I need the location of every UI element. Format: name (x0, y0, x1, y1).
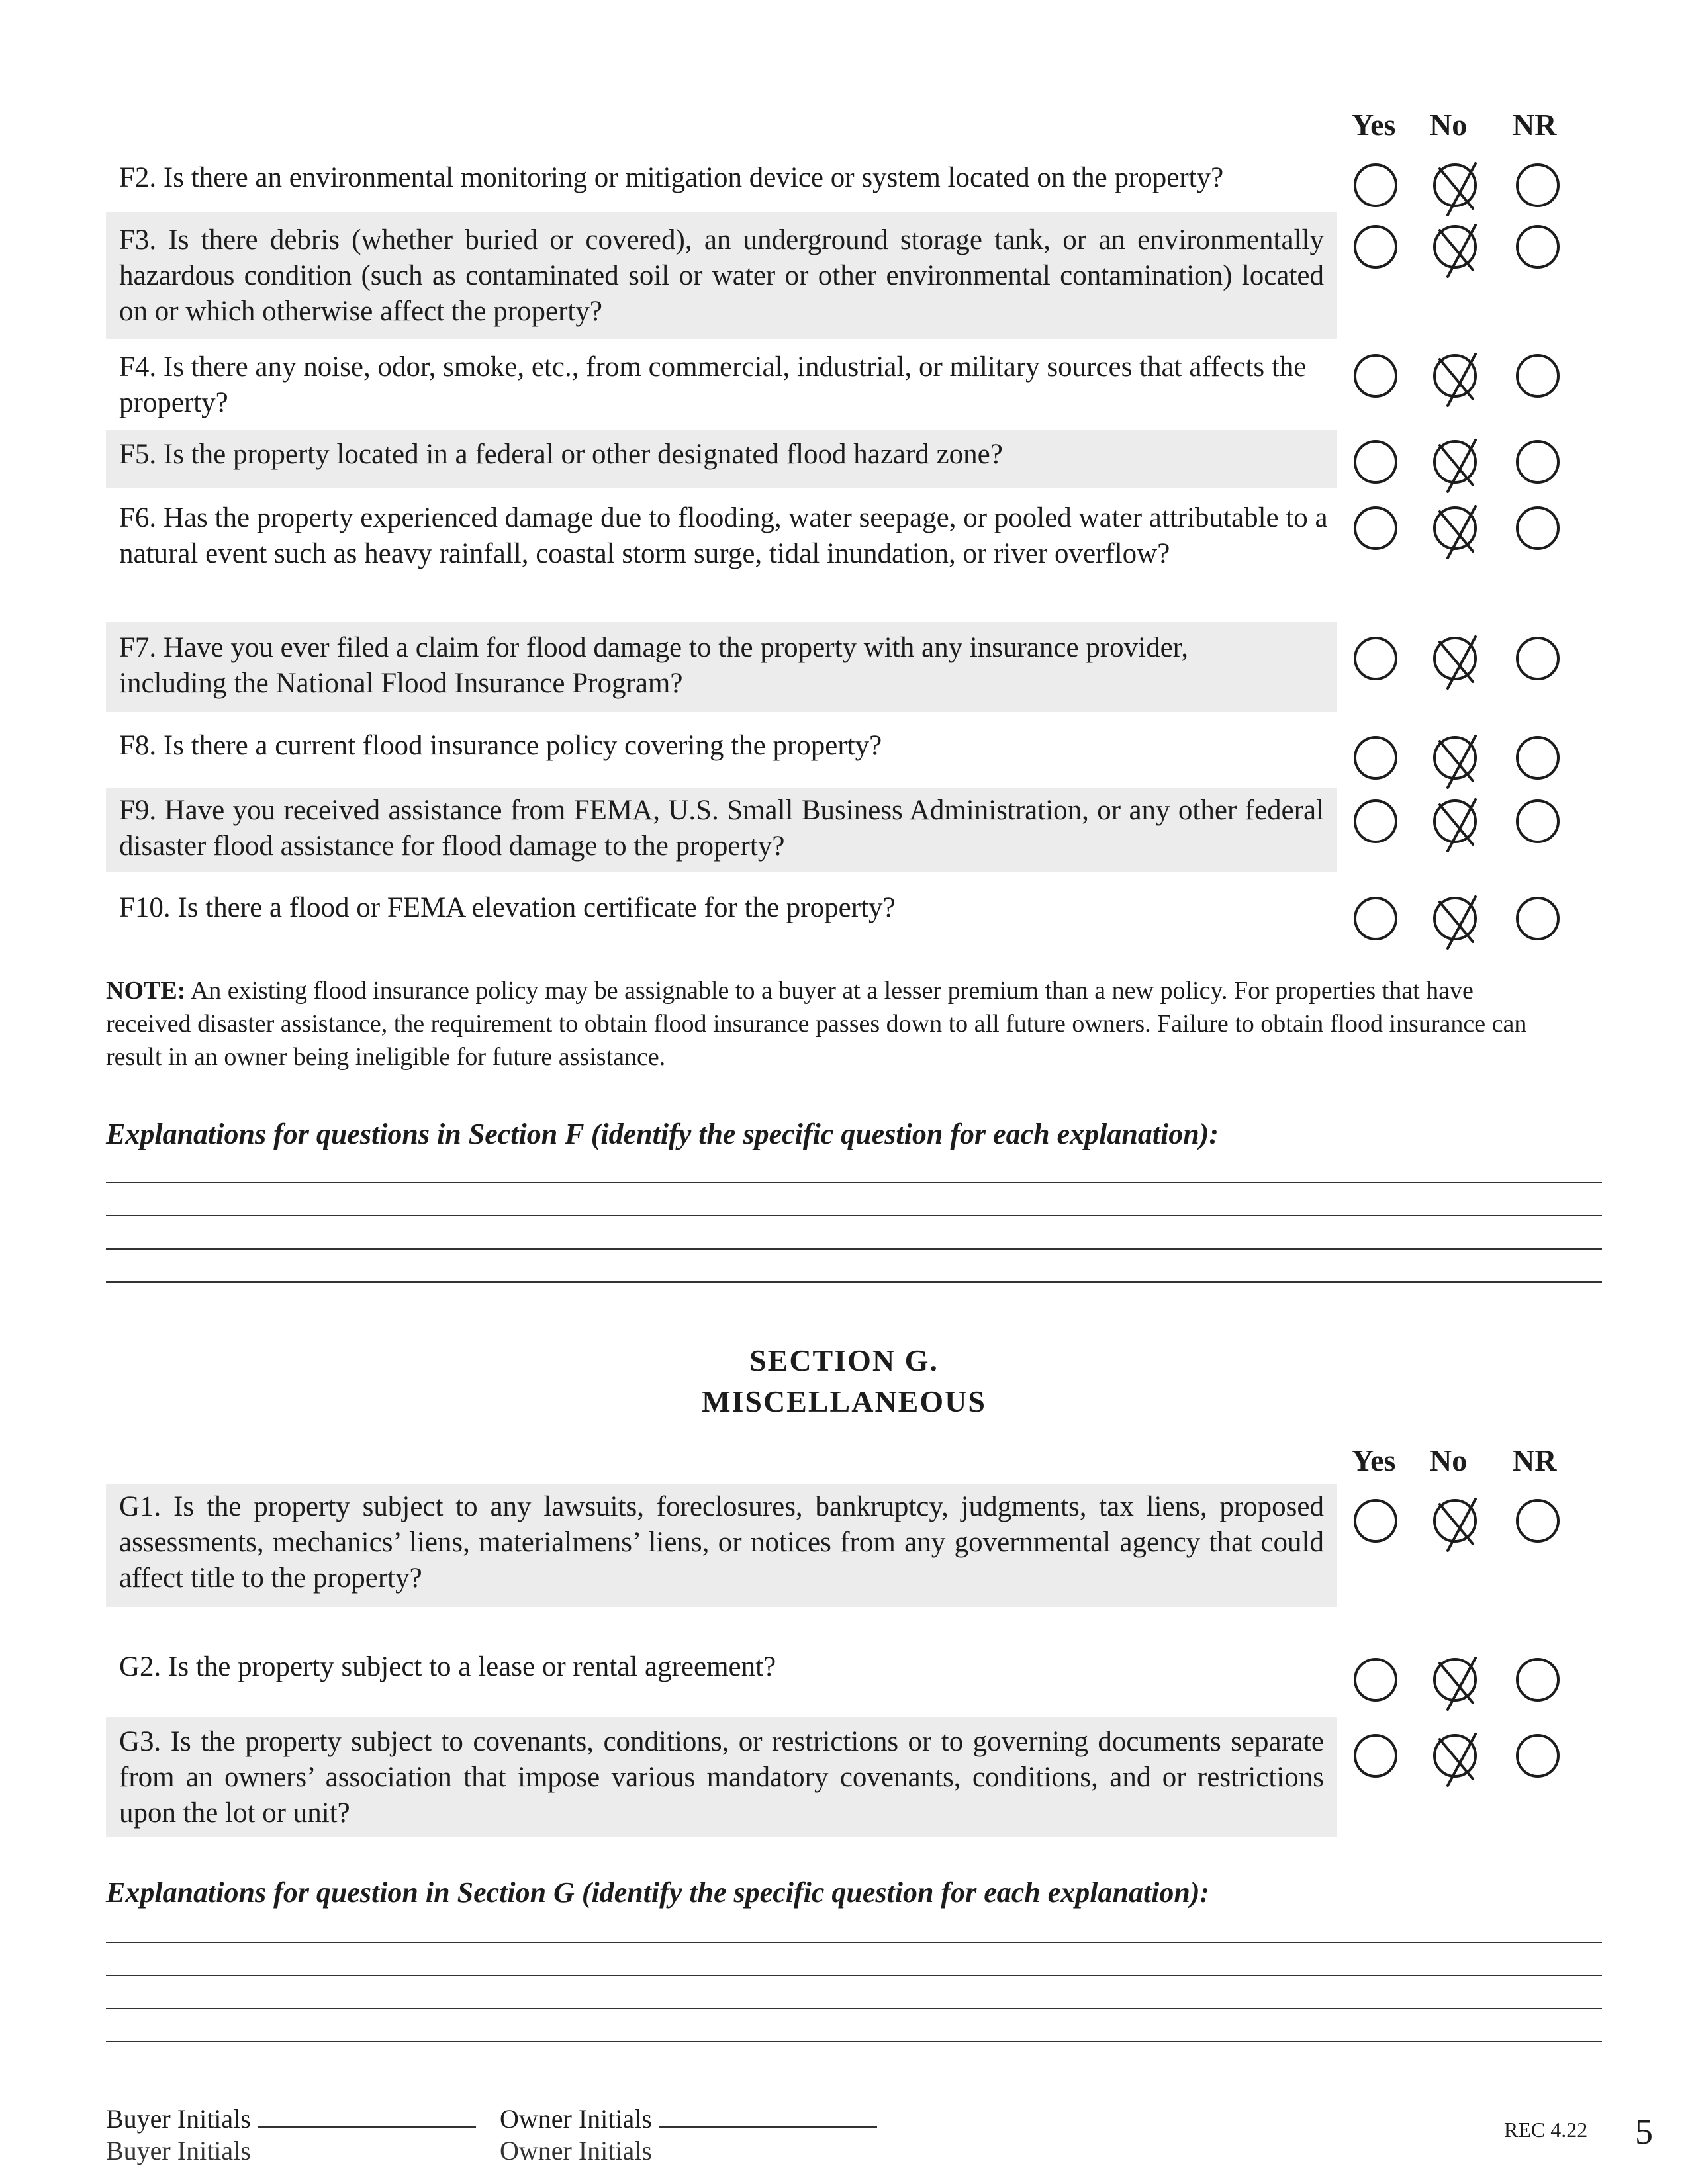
owner-initials-field[interactable] (500, 2101, 877, 2134)
explanation-line-g-1[interactable] (106, 1942, 1602, 1943)
radio-f8-yes[interactable] (1354, 736, 1397, 780)
radio-f7-yes[interactable] (1354, 637, 1397, 680)
x-mark-icon (1428, 345, 1487, 411)
question-text: F8. Is there a current flood insurance policy covering the property? (119, 730, 882, 761)
owner-initials-label-repeat: Owner Initials (500, 2136, 652, 2165)
explanation-line-f-2[interactable] (106, 1215, 1602, 1216)
flood-insurance-note (106, 974, 1562, 1073)
column-header-yes-g: Yes (1352, 1443, 1396, 1477)
question-row-f8 (106, 723, 1337, 776)
radio-f7-nr[interactable] (1516, 637, 1560, 680)
radio-f4-yes[interactable] (1354, 354, 1397, 398)
radio-f5-no[interactable] (1433, 440, 1477, 484)
radio-f2-nr[interactable] (1516, 163, 1560, 207)
radio-g3-yes[interactable] (1354, 1734, 1397, 1778)
question-row-f5 (106, 430, 1337, 488)
radio-f2-no[interactable] (1433, 163, 1477, 207)
x-mark-icon (1428, 727, 1487, 793)
question-row-f9 (106, 788, 1337, 872)
question-text: F10. Is there a flood or FEMA elevation certificate for the property? (119, 892, 896, 923)
radio-f2-yes[interactable] (1354, 163, 1397, 207)
radio-f7-no[interactable] (1433, 637, 1477, 680)
x-mark-icon (1428, 887, 1487, 954)
radio-f6-yes[interactable] (1354, 506, 1397, 550)
radio-f8-no[interactable] (1433, 736, 1477, 780)
radio-g1-nr[interactable] (1516, 1499, 1560, 1543)
x-mark-icon (1428, 431, 1487, 497)
buyer-initials-field[interactable] (106, 2101, 476, 2134)
page-number: 5 (1635, 2112, 1653, 2152)
explanation-line-g-4[interactable] (106, 2041, 1602, 2042)
question-text: G1. Is the property subject to any lawsuits, foreclosures, bankruptcy, judgments, tax liens, proposed assessments, mechanics’ liens, materialmens’ liens, or notices from any governmental agency that could affect title to the property? (119, 1491, 1324, 1594)
section-g-explanations-label: Explanations for question in Section G (identify the specific question for each explanation): (106, 1876, 1210, 1909)
radio-f9-yes[interactable] (1354, 799, 1397, 843)
radio-f10-nr[interactable] (1516, 897, 1560, 940)
owner-initials-line[interactable] (659, 2101, 877, 2128)
x-mark-icon (1428, 627, 1487, 694)
x-mark-icon (1428, 1725, 1487, 1791)
question-text: G3. Is the property subject to covenants, conditions, or restrictions or to governing documents separate from an owners’ association that impose various mandatory covenants, conditions, and or restrictions upon the lot or unit? (119, 1726, 1324, 1829)
note-label: NOTE: (106, 977, 186, 1005)
radio-f10-no[interactable] (1433, 897, 1477, 940)
radio-f9-nr[interactable] (1516, 799, 1560, 843)
explanation-line-g-2[interactable] (106, 1975, 1602, 1976)
radio-f4-nr[interactable] (1516, 354, 1560, 398)
question-text: F2. Is there an environmental monitoring or mitigation device or system located on the property? (119, 162, 1224, 193)
explanation-line-f-4[interactable] (106, 1281, 1602, 1283)
question-row-g3 (106, 1717, 1337, 1837)
column-header-nr: NR (1513, 108, 1557, 142)
radio-g1-yes[interactable] (1354, 1499, 1397, 1543)
radio-g2-yes[interactable] (1354, 1658, 1397, 1702)
x-mark-icon (1428, 497, 1487, 563)
note-text: An existing flood insurance policy may be assignable to a buyer at a lesser premium than a new policy. For properties that have received disaster assistance, the requirement to obtain flood insurance passes down to all future owners. Failure to obtain flood insurance can result in an owner being ineligible for future assistance. (106, 977, 1527, 1071)
radio-g3-no[interactable] (1433, 1734, 1477, 1778)
section-g-subtitle: MISCELLANEOUS (702, 1385, 986, 1418)
question-text: G2. Is the property subject to a lease or rental agreement? (119, 1651, 776, 1682)
question-text: F6. Has the property experienced damage due to flooding, water seepage, or pooled water attributable to a natural event such as heavy rainfall, coastal storm surge, tidal inundation, or river overflow? (119, 502, 1328, 569)
owner-initials-label: Owner Initials (500, 2104, 652, 2134)
buyer-initials-line[interactable] (258, 2101, 476, 2128)
question-row-g2 (106, 1644, 1337, 1697)
column-header-nr-g: NR (1513, 1443, 1557, 1477)
buyer-initials-label: Buyer Initials (106, 2104, 251, 2134)
question-text: F5. Is the property located in a federal or other designated flood hazard zone? (119, 439, 1003, 470)
x-mark-icon (1428, 1490, 1487, 1556)
question-row-f6 (106, 498, 1337, 610)
buyer-initials-label-repeat: Buyer Initials (106, 2136, 251, 2165)
x-mark-icon (1428, 216, 1487, 282)
radio-f4-no[interactable] (1433, 354, 1477, 398)
explanation-line-f-3[interactable] (106, 1248, 1602, 1250)
question-row-f3 (106, 212, 1337, 339)
x-mark-icon (1428, 1649, 1487, 1715)
explanation-line-f-1[interactable] (106, 1182, 1602, 1183)
question-text: F4. Is there any noise, odor, smoke, etc., from commercial, industrial, or military sources that affects the property? (119, 351, 1307, 418)
radio-f3-yes[interactable] (1354, 225, 1397, 269)
column-header-no: No (1430, 108, 1468, 142)
form-number: REC 4.22 (1504, 2118, 1588, 2142)
radio-f10-yes[interactable] (1354, 897, 1397, 940)
radio-f9-no[interactable] (1433, 799, 1477, 843)
question-text: F7. Have you ever filed a claim for flood damage to the property with any insurance provider, including the National Flood Insurance Program? (119, 632, 1189, 699)
column-header-yes: Yes (1352, 108, 1396, 142)
explanation-line-g-3[interactable] (106, 2008, 1602, 2009)
radio-g2-no[interactable] (1433, 1658, 1477, 1702)
radio-f6-no[interactable] (1433, 506, 1477, 550)
radio-f8-nr[interactable] (1516, 736, 1560, 780)
radio-g2-nr[interactable] (1516, 1658, 1560, 1702)
x-mark-icon (1428, 790, 1487, 856)
radio-f5-yes[interactable] (1354, 440, 1397, 484)
question-row-f10 (106, 884, 1337, 936)
radio-g3-nr[interactable] (1516, 1734, 1560, 1778)
x-mark-icon (1428, 154, 1487, 220)
radio-g1-no[interactable] (1433, 1499, 1477, 1543)
question-row-f2 (106, 159, 1337, 199)
question-text: F9. Have you received assistance from FEMA, U.S. Small Business Administration, or any other federal disaster flood assistance for flood damage to the property? (119, 795, 1324, 862)
column-header-no-g: No (1430, 1443, 1468, 1477)
question-row-g1 (106, 1484, 1337, 1607)
section-f-explanations-label: Explanations for questions in Section F (identify the specific question for each explanation): (106, 1118, 1219, 1150)
radio-f3-nr[interactable] (1516, 225, 1560, 269)
radio-f3-no[interactable] (1433, 225, 1477, 269)
section-g-title: SECTION G. (749, 1343, 939, 1377)
question-row-f4 (106, 345, 1337, 424)
radio-f6-nr[interactable] (1516, 506, 1560, 550)
question-text: F3. Is there debris (whether buried or covered), an underground storage tank, or an environmentally hazardous condition (such as contaminated soil or water or other environmental contamination) located on or which otherwise affect the property? (119, 224, 1324, 327)
radio-f5-nr[interactable] (1516, 440, 1560, 484)
question-row-f7 (106, 622, 1337, 712)
